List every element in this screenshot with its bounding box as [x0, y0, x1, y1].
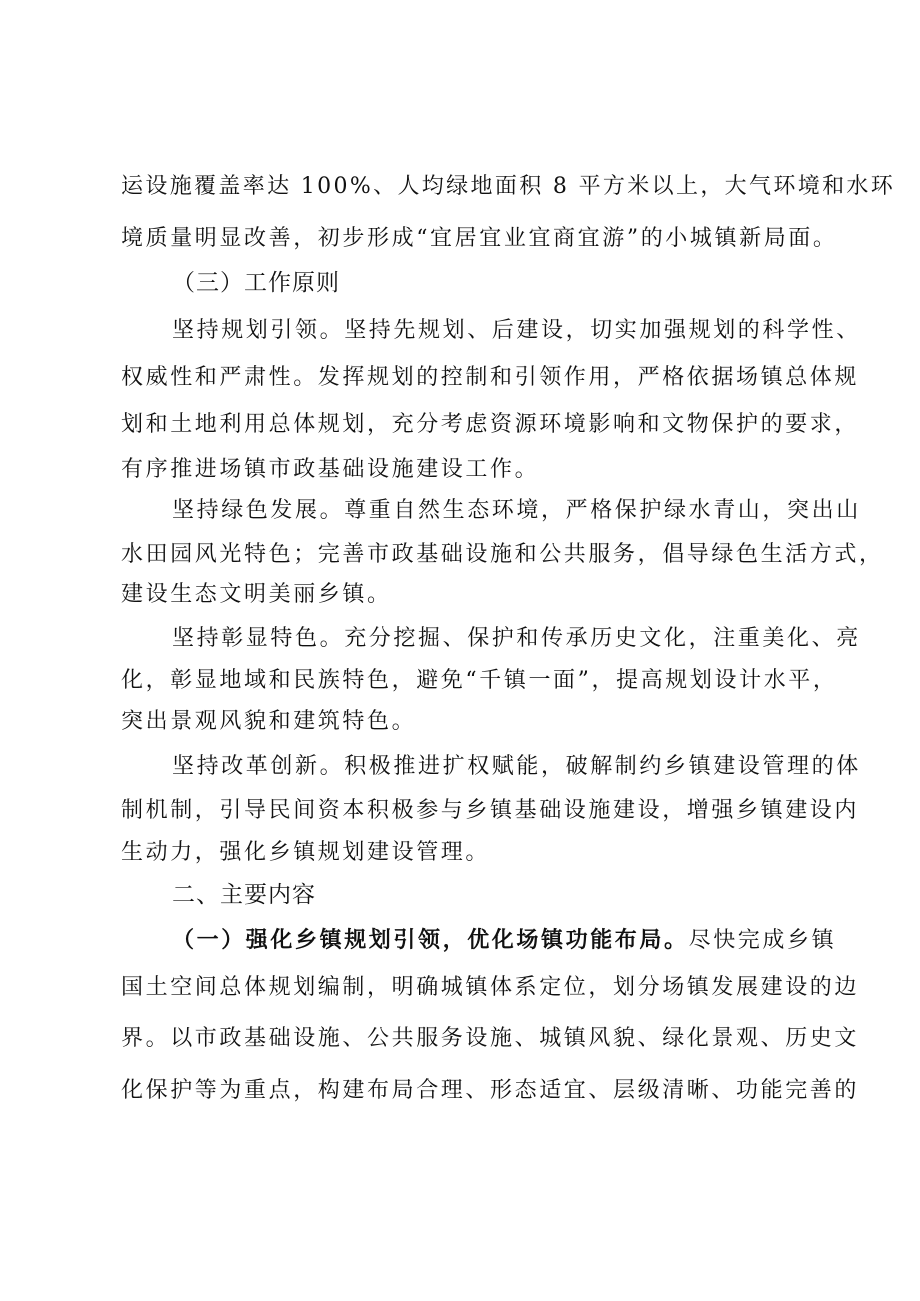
principle-planning-line-4: 有序推进场镇市政基础设施建设工作。	[121, 457, 540, 482]
principle-planning-line-1: 坚持规划引领。坚持先规划、后建设，切实加强规划的科学性、	[172, 318, 861, 343]
item-one-line-1	[172, 926, 836, 956]
principle-green-line-1: 坚持绿色发展。尊重自然生态环境，严格保护绿水青山，突出山	[172, 498, 861, 523]
item-one-line-2: 国土空间总体规划编制，明确城镇体系定位，划分场镇发展建设的边	[121, 975, 860, 1000]
item-one-line-1-rest: 尽快完成乡镇	[688, 928, 837, 953]
principle-reform-line-2: 制机制，引导民间资本积极参与乡镇基础设施建设，增强乡镇建设内	[121, 798, 860, 823]
principle-green-line-3: 建设生态文明美丽乡镇。	[121, 582, 392, 607]
item-one-line-3: 界。以市政基础设施、公共服务设施、城镇风貌、绿化景观、历史文	[121, 1026, 860, 1051]
section-two-heading: 二、主要内容	[172, 882, 316, 908]
principle-features-line-3: 突出景观风貌和建筑特色。	[121, 709, 417, 734]
item-one-bold-lead: （一）强化乡镇规划引领，优化场镇功能布局。	[172, 928, 689, 953]
principle-features-line-2: 化，彰显地域和民族特色，避免“千镇一面”，提高规划设计水平，	[121, 668, 838, 693]
principles-heading: （三）工作原则	[172, 270, 340, 296]
principle-planning-line-3: 划和土地利用总体规划，充分考虑资源环境影响和文物保护的要求，	[121, 412, 860, 437]
principle-reform-line-1: 坚持改革创新。积极推进扩权赋能，破解制约乡镇建设管理的体	[172, 754, 861, 779]
principle-features-line-1: 坚持彰显特色。充分挖掘、保护和传承历史文化，注重美化、亮	[172, 626, 861, 651]
principle-planning-line-2: 权威性和严肃性。发挥规划的控制和引领作用，严格依据场镇总体规	[121, 365, 860, 390]
principle-green-line-2: 水田园风光特色；完善市政基础设施和公共服务，倡导绿色生活方式，	[121, 542, 884, 567]
intro-line-1: 运设施覆盖率达 100%、人均绿地面积 8 平方米以上，大气环境和水环	[121, 174, 896, 199]
intro-line-2: 境质量明显改善，初步形成“宜居宜业宜商宜游”的小城镇新局面。	[121, 226, 838, 251]
item-one-line-4: 化保护等为重点，构建布局合理、形态适宜、层级清晰、功能完善的	[121, 1078, 860, 1103]
principle-reform-line-3: 生动力，强化乡镇规划建设管理。	[121, 840, 491, 865]
